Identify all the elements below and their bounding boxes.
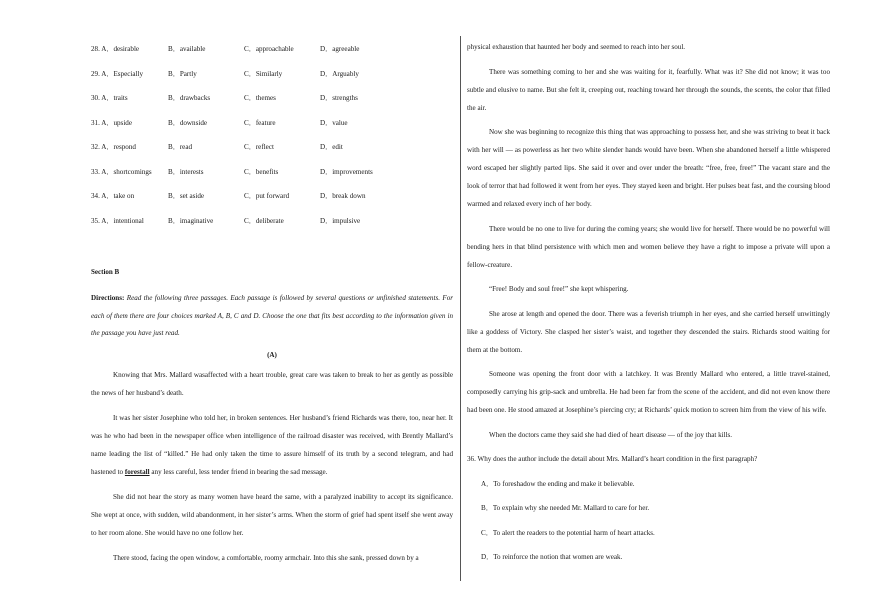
option-d: D．value [320,118,348,127]
paragraph: Knowing that Mrs. Mallard wasaffected with a heart trouble, great care was taken to break to her as gently as possible the news of her husband’s death. [91,370,453,397]
paragraph: Someone was opening the front door with a latchkey. It was Brently Mallard who entered, a little travel-stained, composedly carrying his grip-sack and umbrella. He had been far from the scene of the accident, and did not even know there had been one. He stood amazed at Josephine’s piercing cry; at Richards’ quick motion to screen him from the view of his wife. [467,370,830,414]
choice-c: C．To alert the readers to the potential harm of heart attacks. [481,528,655,537]
option-a: 34. A．take on [91,192,135,200]
option-b: B．imaginative [168,216,214,225]
option-d: D．Arguably [320,69,359,78]
question-stem: 36. Why does the author include the detail about Mrs. Mallard’s heart condition in the first paragraph? [467,455,758,463]
option-d: D．improvements [320,167,373,176]
option-c: C．benefits [244,167,279,176]
paragraph: She arose at length and opened the door. There was a feverish triumph in her eyes, and she carried herself unwittingly like a goddess of Victory. She clasped her sister’s waist, and together they descended the stairs. Richards stood waiting for them at the bottom. [467,309,830,354]
option-c: C．approachable [244,45,294,53]
option-b: B．drawbacks [168,94,211,102]
option-row [91,63,453,88]
paragraph: There would be no one to live for during the coming years; she would live for herself. There would be no powerful will bending hers in that blind persistence with which men and women believe they have a right to impose a private will upon a fellow-creature. [467,224,830,269]
paragraph: There stood, facing the open window, a comfortable, roomy armchair. Into this she sank, pressed down by a [113,553,419,562]
paragraph [91,409,453,481]
choice-a: A．To foreshadow the ending and make it believable. [481,479,635,488]
option-b: B．downside [168,118,208,127]
paragraph: There was something coming to her and she was waiting for it, fearfully. What was it? She did not know; it was too subtle and elusive to name. But she felt it, creeping out, reaching toward her through the sounds, the scents, the color that filled the air. [467,67,830,112]
option-c: C．Similarly [244,69,283,78]
option-row [91,38,453,63]
options-list [91,38,453,234]
directions [91,290,453,343]
option-a: 28. A．desirable [91,45,140,53]
paragraph: She did not hear the story as many women have heard the same, with a paralyzed inability to accept its significance. She wept at once, with sudden, wild abandonment, in her sister’s arms. When the storm of grief had spent itself she went away to her room alone. She would have no one follow her. [91,492,453,537]
choice-d: D．To reinforce the notion that women are weak. [481,553,623,561]
column-divider [460,36,461,581]
option-c: C．put forward [244,192,290,200]
option-b: B．Partly [168,69,197,78]
option-a: 32. A．respond [91,143,136,151]
option-row [91,210,453,235]
option-row [91,136,453,161]
paragraph-text: It was her sister Josephine who told her, in broken sentences. Her husband’s friend Richards was there, too, near her. It was he who had been in the newspaper office when intelligence of the railroad disaster was received, with Brently Mallard’s name leading the list of “killed.” He had only taken the time to assure himself of its truth by a second telegram, and had hastened to [91,413,453,476]
option-d: D．impulsive [320,216,361,225]
left-column [91,38,453,574]
passage-label: (A) [267,350,277,359]
option-row [91,185,453,210]
option-b: B．read [168,143,193,151]
paragraph: “Free! Body and soul free!” she kept whispering. [489,285,629,293]
option-row [91,112,453,137]
choice-b: B．To explain why she needed Mr. Mallard to care for her. [481,504,650,512]
directions-text: Read the following three passages. Each passage is followed by several questions or unfinished statements. For each of them there are four choices marked A, B, C and D. Choose the one that fits best according to the information given in the passage you have just read. [91,294,453,337]
paragraph: When the doctors came they said she had died of heart disease — of the joy that kills. [489,430,733,439]
option-d: D．strengths [320,94,358,102]
directions-label: Directions: [91,294,125,302]
option-c: C．themes [244,94,276,102]
option-c: C．deliberate [244,216,284,225]
right-column [467,38,830,573]
option-a: 31. A．upside [91,118,132,127]
option-row [91,87,453,112]
paragraph-text: any less careful, less tender friend in bearing the sad message. [149,467,328,476]
option-a: 30. A．traits [91,94,128,102]
option-d: D．edit [320,143,343,151]
section-heading: Section B [91,268,120,276]
option-a: 35. A．intentional [91,216,144,225]
option-row [91,161,453,186]
option-c: C．reflect [244,143,274,151]
paragraph: Now she was beginning to recognize this thing that was approaching to possess her, and she was striving to beat it back with her will — as powerless as her two white slender hands would have been. When she abandoned herself a little whispered word escaped her slightly parted lips. She said it over and over under the breath: “free, free, free!” The vacant stare and the look of terror that had followed it went from her eyes. They stayed keen and bright. Her pulses beat fast, and the coursing blood warmed and relaxed every inch of her body. [467,128,830,208]
paragraph-continuation: physical exhaustion that haunted her body and seemed to reach into her soul. [467,43,686,51]
option-b: B．set aside [168,192,205,200]
option-b: B．interests [168,167,204,176]
underlined-word: forestall [124,467,150,476]
option-d: D．break down [320,192,366,200]
option-b: B．available [168,45,206,53]
option-a: 33. A．shortcomings [91,167,152,176]
option-a: 29. A．Especially [91,69,144,78]
option-c: C．feature [244,118,276,127]
option-d: D．agreeable [320,45,360,53]
